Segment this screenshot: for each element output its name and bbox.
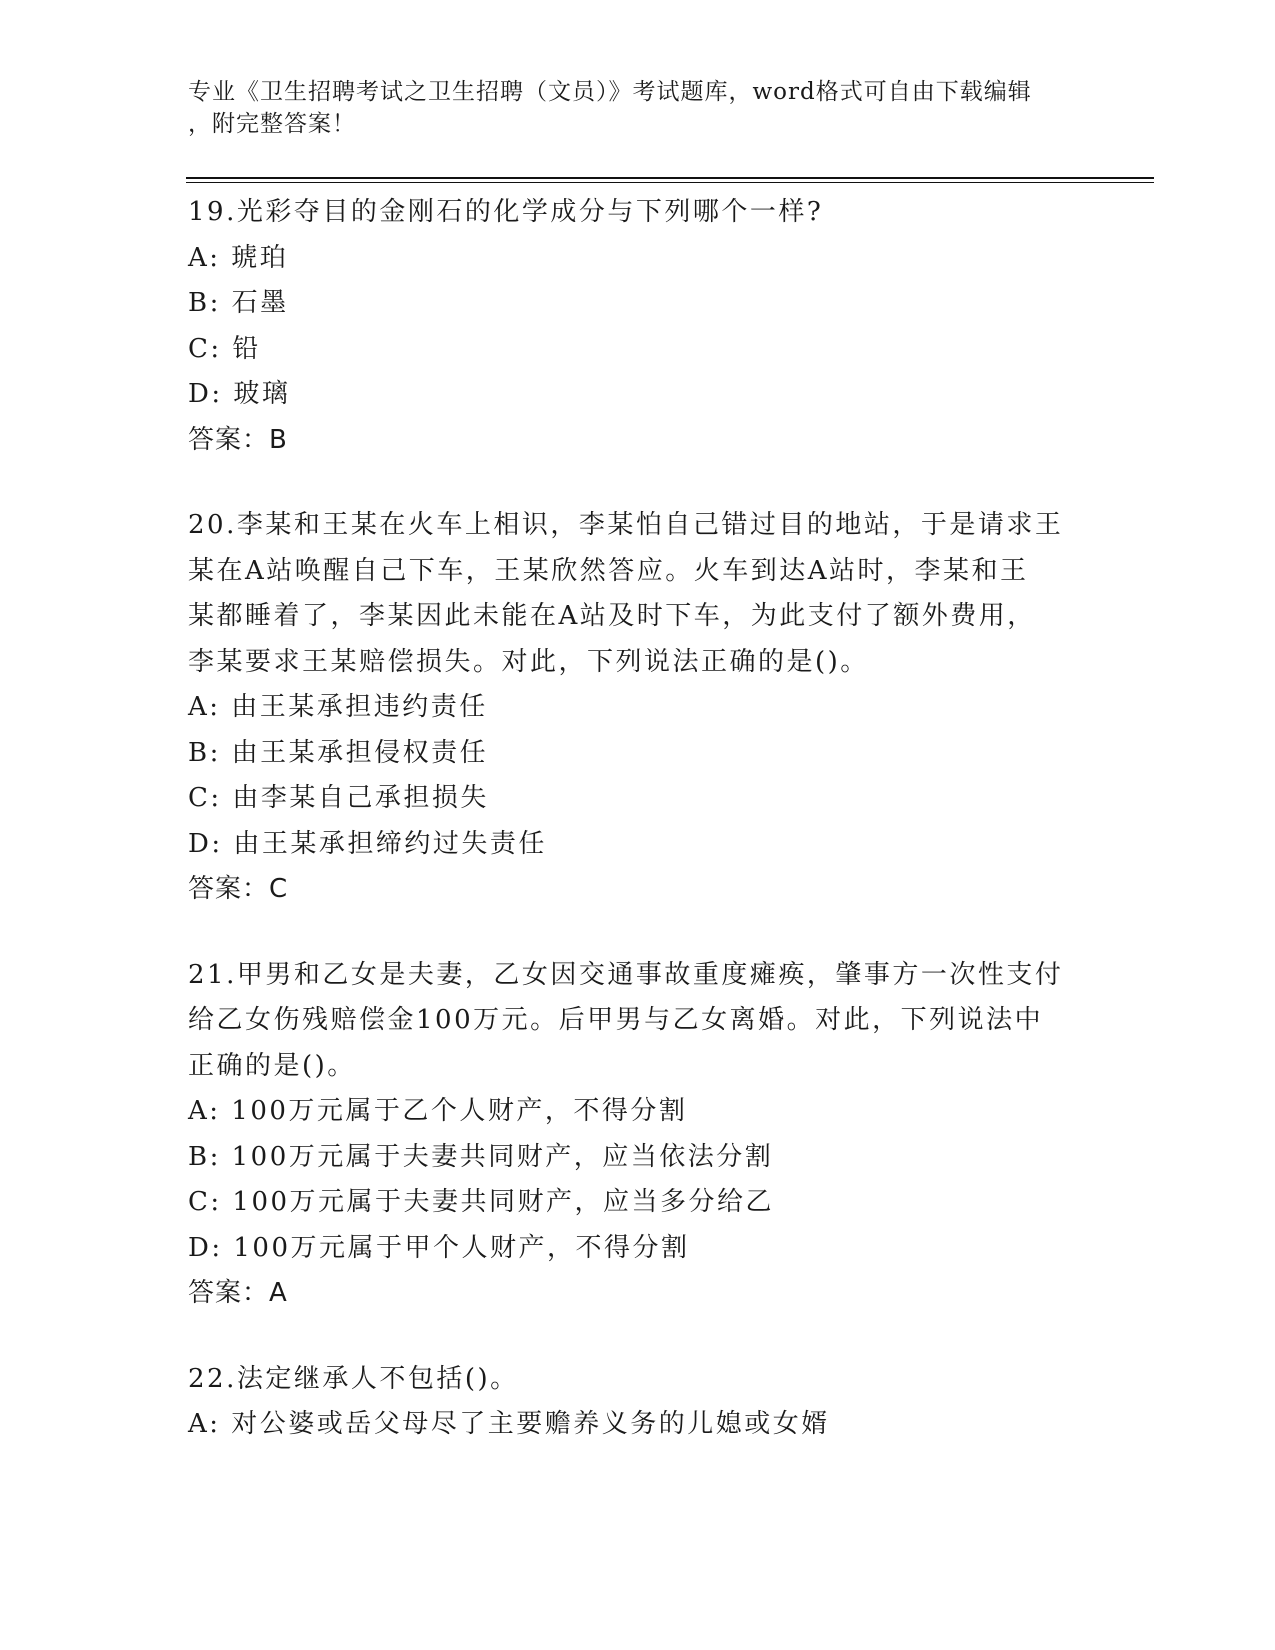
question-stem: 19.光彩夺目的金刚石的化学成分与下列哪个一样? (188, 197, 824, 227)
question-21 (188, 953, 1088, 1317)
answer-label: 答案：C (188, 874, 289, 904)
option-b: B: 石墨 (188, 288, 289, 318)
answer-label: 答案：B (188, 424, 288, 455)
question-stem: 21.甲男和乙女是夫妻，乙女因交通事故重度瘫痪，肇事方一次性支付 (188, 959, 1064, 990)
document-header (188, 76, 1068, 140)
question-stem: 正确的是()。 (188, 1050, 356, 1081)
option-d: D: 玻璃 (188, 379, 291, 409)
answer-label: 答案：A (188, 1278, 288, 1308)
question-19 (188, 190, 1088, 463)
question-stem: 某都睡着了，李某因此未能在A站及时下车，为此支付了额外费用， (188, 601, 1036, 631)
option-c: C: 铅 (188, 333, 261, 364)
question-stem: 20.李某和王某在火车上相识，李某怕自己错过目的地站，于是请求王 (188, 510, 1064, 540)
option-c: C: 由李某自己承担损失 (188, 783, 489, 813)
option-d: D: 由王某承担缔约过失责任 (188, 828, 547, 859)
question-list (188, 190, 1088, 1488)
header-line-1: 专业《卫生招聘考试之卫生招聘（文员）》考试题库，word格式可自由下载编辑 (188, 79, 1032, 105)
option-b: B: 由王某承担侵权责任 (188, 737, 489, 768)
option-a: A: 琥珀 (188, 242, 289, 273)
header-divider-thick (186, 177, 1154, 179)
header-divider-thin (186, 182, 1154, 183)
question-stem: 李某要求王某赔偿损失。对此，下列说法正确的是()。 (188, 646, 869, 677)
option-d: D: 100万元属于甲个人财产，不得分割 (188, 1232, 690, 1263)
option-c: C: 100万元属于夫妻共同财产，应当多分给乙 (188, 1187, 775, 1217)
header-line-2: ，附完整答案！ (188, 111, 356, 137)
question-stem: 给乙女伤残赔偿金100万元。后甲男与乙女离婚。对此，下列说法中 (188, 1005, 1044, 1035)
option-a: A: 对公婆或岳父母尽了主要赡养义务的儿媳或女婿 (188, 1409, 830, 1439)
option-a: A: 由王某承担违约责任 (188, 692, 488, 722)
option-a: A: 100万元属于乙个人财产，不得分割 (188, 1096, 688, 1126)
question-stem: 22.法定继承人不包括()。 (188, 1363, 519, 1394)
question-stem: 某在A站唤醒自己下车，王某欣然答应。火车到达A站时，李某和王 (188, 555, 1029, 586)
question-20 (188, 503, 1088, 913)
option-b: B: 100万元属于夫妻共同财产，应当依法分割 (188, 1141, 774, 1172)
question-22 (188, 1357, 1088, 1448)
